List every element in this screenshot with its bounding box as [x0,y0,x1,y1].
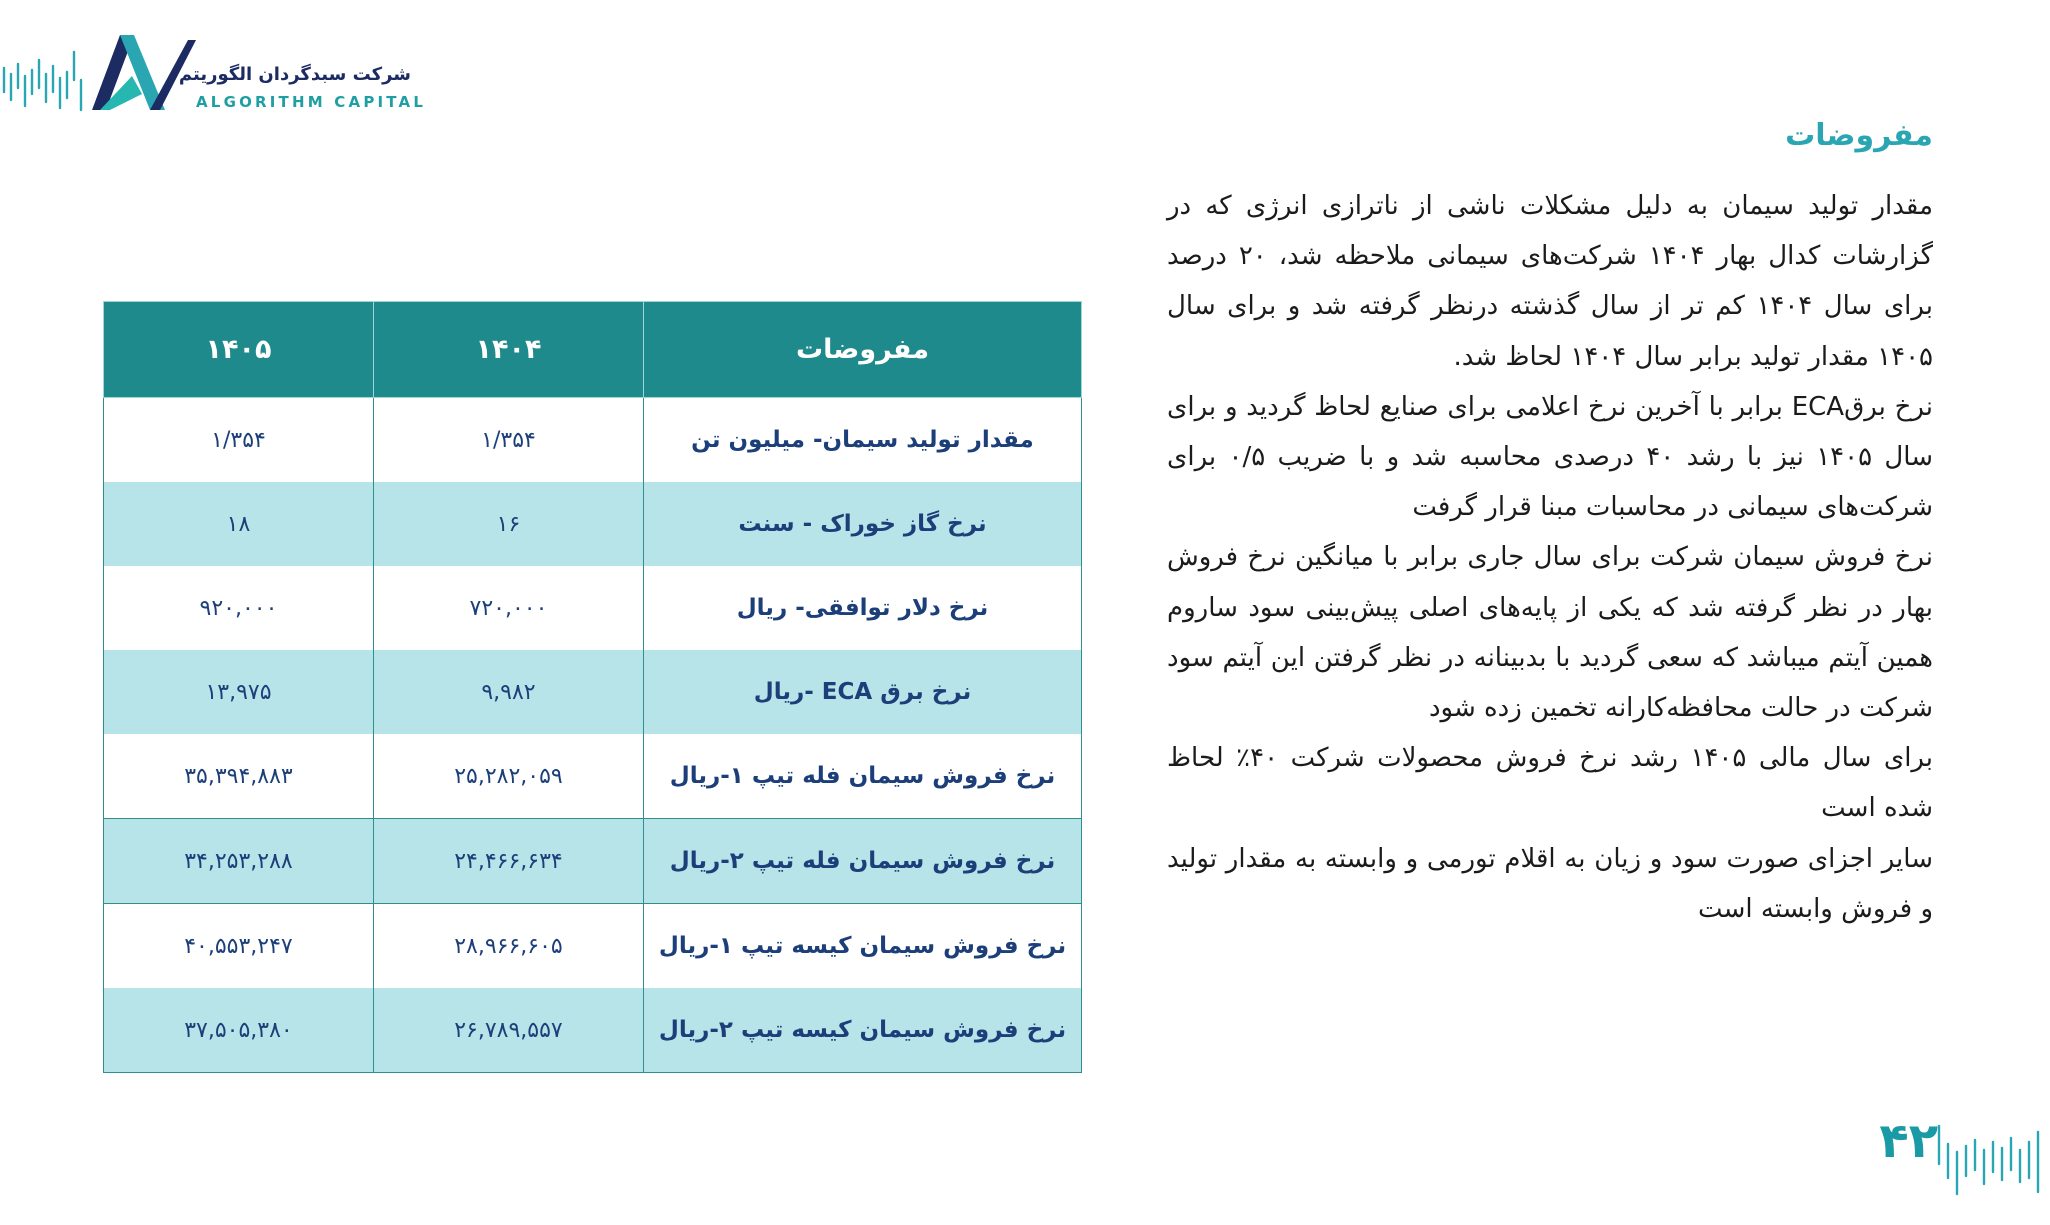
cell-1404: ۱/۳۵۴ [374,398,644,483]
cell-1405: ۱۳,۹۷۵ [104,650,374,734]
cell-1404: ۲۵,۲۸۲,۰۵۹ [374,734,644,819]
section-heading: مفروضات [1785,118,1933,153]
cell-1404: ۲۶,۷۸۹,۵۵۷ [374,988,644,1073]
table-row [104,566,1082,650]
cell-label: نرخ گاز خوراک - سنت [644,482,1082,566]
cell-label: نرخ دلار توافقی- ریال [644,566,1082,650]
cell-1404: ۲۴,۴۶۶,۶۳۴ [374,819,644,904]
cell-1404: ۱۶ [374,482,644,566]
cell-label: نرخ فروش سیمان فله تیپ ۲-ریال [644,819,1082,904]
paragraph: سایر اجزای صورت سود و زیان به اقلام تورمی و وابسته به مقدار تولید و فروش وابسته است [1167,843,1933,924]
cell-1404: ۲۸,۹۶۶,۶۰۵ [374,904,644,989]
cell-1405: ۳۴,۲۵۳,۲۸۸ [104,819,374,904]
paragraph: نرخ برقECA برابر با آخرین نرخ اعلامی برای صنایع لحاظ گردید و برای سال ۱۴۰۵ نیز با رشد ۴۰ درصدی محاسبه شد و با ضریب ۰/۵ برای شرکت‌های سیمانی در محاسبات مبنا قرار گرفت [1167,391,1933,523]
table-row [104,734,1082,819]
assumptions-text [1167,181,1933,934]
cell-1405: ۱/۳۵۴ [104,398,374,483]
footer-barcode-icon [1935,1120,2050,1200]
cell-1405: ۳۵,۳۹۴,۸۸۳ [104,734,374,819]
logo-mark-icon [0,30,200,120]
header-1404: ۱۴۰۴ [374,302,644,398]
table-row [104,650,1082,734]
cell-label: نرخ فروش سیمان کیسه تیپ ۱-ریال [644,904,1082,989]
cell-1404: ۹,۹۸۲ [374,650,644,734]
company-logo [0,30,427,120]
cell-1405: ۴۰,۵۵۳,۲۴۷ [104,904,374,989]
table-row [104,482,1082,566]
cell-label: نرخ فروش سیمان کیسه تیپ ۲-ریال [644,988,1082,1073]
logo-name-persian: شرکت سبدگردان الگوریتم [178,64,411,85]
cell-1405: ۱۸ [104,482,374,566]
cell-1404: ۷۲۰,۰۰۰ [374,566,644,650]
header-1405: ۱۴۰۵ [104,302,374,398]
logo-name-english: ALGORITHM CAPITAL [196,93,427,111]
header-assumptions: مفروضات [644,302,1082,398]
paragraph: برای سال مالی ۱۴۰۵ رشد نرخ فروش محصولات شرکت ۴۰٪ لحاظ شده است [1167,743,1934,824]
cell-label: مقدار تولید سیمان- میلیون تن [644,398,1082,483]
assumptions-table [103,301,1082,1073]
paragraph: نرخ فروش سیمان شرکت برای سال جاری برابر با میانگین نرخ فروش بهار در نظر گرفته شد که یکی از پایه‌های اصلی پیش‌بینی سود ساروم همین آیتم میباشد که سعی گردید با بدبینانه در نظر گرفتن این آیتم سود شرکت در حالت محافظه‌کارانه تخمین زده شود [1167,542,1933,724]
cell-1405: ۳۷,۵۰۵,۳۸۰ [104,988,374,1073]
table-row [104,819,1082,904]
cell-label: نرخ برق ECA -ریال [644,650,1082,734]
table-header-row [104,302,1082,398]
page-number: ۴۲ [1879,1113,1938,1169]
cell-label: نرخ فروش سیمان فله تیپ ۱-ریال [644,734,1082,819]
paragraph: مقدار تولید سیمان به دلیل مشکلات ناشی از ناترازی انرژی که در گزارشات کدال بهار ۱۴۰۴ شرکت‌های سیمانی ملاحظه شد، ۲۰ درصد برای سال ۱۴۰۴ کم تر از سال گذشته درنظر گرفته شد و برای سال ۱۴۰۵ مقدار تولید برابر سال ۱۴۰۴ لحاظ شد. [1167,191,1933,372]
table-row [104,904,1082,989]
cell-1405: ۹۲۰,۰۰۰ [104,566,374,650]
table-row [104,398,1082,483]
table-row [104,988,1082,1073]
